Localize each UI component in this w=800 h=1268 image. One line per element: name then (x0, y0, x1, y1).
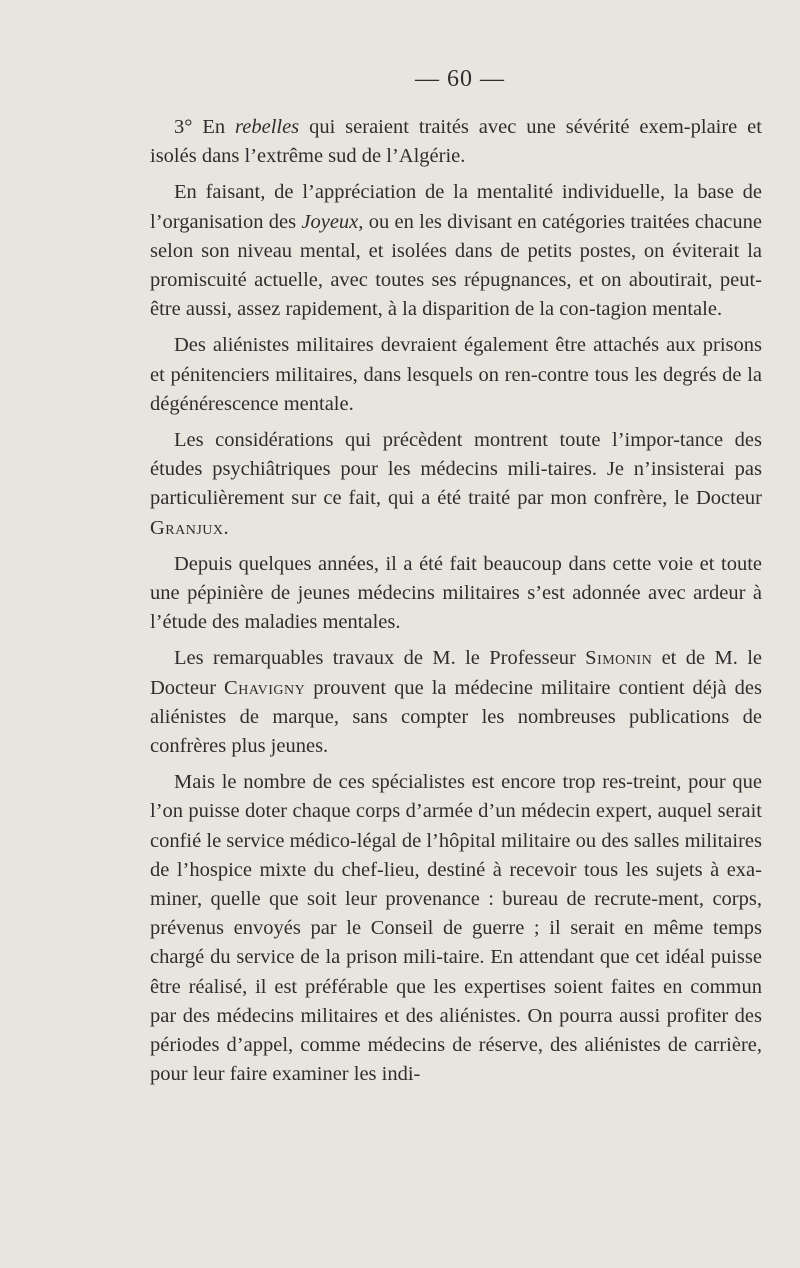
italic-text: Joyeux (301, 210, 359, 233)
text-run: Les remarquables travaux de M. le Professeur (174, 647, 586, 670)
paragraph (150, 113, 762, 171)
text-run: Mais le nombre de ces spécialistes est encore trop res-treint, pour que l’on puisse doter chaque corps d’armée d’un médecin expert, auquel serait confié le service médico-légal de l’hôpital militaire ou des salles militaires de l’hospice mixte du chef-lieu, destiné à recevoir tous les sujets à exa-miner, quelle que soit leur provenance : bureau de recrute-ment, corps, prévenus envoyés par le Conseil de guerre ; il serait en même temps chargé du service de la prison mili-taire. En attendant que cet idéal puisse être réalisé, il est préférable que les expertises soient faites en commun par des médecins militaires et des aliénistes. On pourra aussi profiter des périodes d’appel, comme médecins de réserve, des aliénistes de carrière, pour leur faire examiner les indi- (150, 771, 762, 1086)
text-run: qui seraient traités avec une sévérité exem-plaire et isolés dans l’extrême sud de l’Algérie. (150, 116, 762, 168)
paragraph (150, 768, 762, 1089)
text-run: . (223, 516, 229, 539)
page-number: — 60 — (415, 66, 505, 92)
paragraph (150, 178, 762, 324)
paragraph (150, 331, 762, 419)
text-run: Les considérations qui précèdent montrent toute l’impor-tance des études psychiâtriques pour les médecins mili-taires. Je n’insisterai pas particulièrement sur ce fait, qui a été traité par mon confrère, le Docteur (150, 429, 762, 510)
text-run: prouvent que la médecine militaire contient déjà des aliénistes de marque, sans compter les nombreuses publications de confrères plus jeunes. (150, 676, 762, 758)
text-run: Des aliénistes militaires devraient également être attachés aux prisons et pénitenciers militaires, dans lesquels on ren-contre tous les degrés de la dégénérescence mentale. (150, 334, 762, 415)
body-text (150, 113, 762, 1097)
paragraph (150, 644, 762, 761)
text-run: Depuis quelques années, il a été fait beaucoup dans cette voie et toute une pépinière de jeunes médecins militaires s’est adonnée avec ardeur à l’étude des maladies mentales. (150, 552, 762, 634)
text-run: En faisant, de l’appréciation de la mentalité individuelle, la base de l’organisation des (150, 181, 762, 233)
italic-text: rebelles (235, 116, 300, 138)
text-run: 3° En (174, 116, 236, 138)
paragraph (150, 426, 762, 543)
text-run: et de M. le Docteur (150, 647, 762, 699)
paragraph (150, 550, 762, 638)
author-name: Simonin (585, 647, 653, 670)
author-name: Chavigny (224, 676, 306, 699)
text-run: , ou en les divisant en catégories traitées chacune selon son niveau mental, et isolées dans de petits postes, on éviterait la promiscuité actuelle, avec toutes ses répugnances, et on aboutirait, peut-être aussi, assez rapidement, à la disparition de la con-tagion mentale. (150, 210, 762, 321)
author-name: Granjux (150, 516, 224, 539)
